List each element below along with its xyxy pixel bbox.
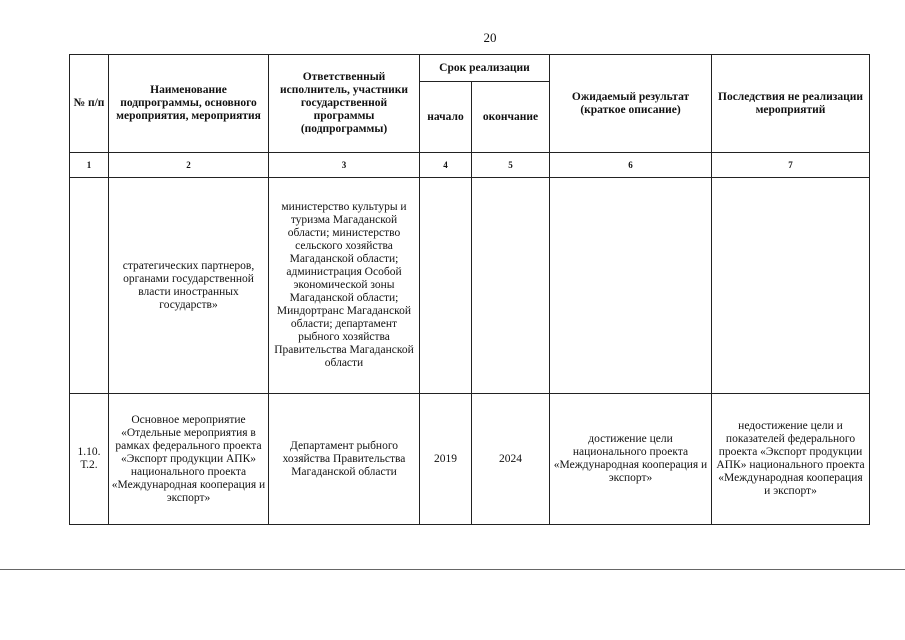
row-consequence: недостижение цели и показателей федерального проекта «Экспорт продукции АПК» национального проекта «Международная кооперация и экспорт» bbox=[712, 394, 870, 525]
row-result: достижение цели национального проекта «Международная кооперация и экспорт» bbox=[550, 394, 712, 525]
header-name: Наименование подпрограммы, основного мероприятия, мероприятия bbox=[109, 55, 269, 153]
column-number: 3 bbox=[269, 153, 420, 178]
page-number: 20 bbox=[483, 30, 497, 45]
column-number: 7 bbox=[712, 153, 870, 178]
row-name: стратегических партнеров, органами государственной власти иностранных государств» bbox=[109, 178, 269, 394]
row-num: 1.10. Т.2. bbox=[70, 394, 109, 525]
row-executor: Департамент рыбного хозяйства Правительства Магаданской области bbox=[269, 394, 420, 525]
column-number: 6 bbox=[550, 153, 712, 178]
header-term: Срок реализации bbox=[420, 55, 550, 82]
header-num: № п/п bbox=[70, 55, 109, 153]
column-number: 4 bbox=[420, 153, 472, 178]
row-end bbox=[472, 178, 550, 394]
header-start: начало bbox=[420, 82, 472, 153]
row-start: 2019 bbox=[420, 394, 472, 525]
header-result: Ожидаемый результат (краткое описание) bbox=[550, 55, 712, 153]
table-row bbox=[70, 178, 870, 394]
page-edge-line bbox=[0, 569, 905, 570]
row-consequence bbox=[712, 178, 870, 394]
column-number: 5 bbox=[472, 153, 550, 178]
column-number: 1 bbox=[70, 153, 109, 178]
row-num bbox=[70, 178, 109, 394]
row-end: 2024 bbox=[472, 394, 550, 525]
column-number: 2 bbox=[109, 153, 269, 178]
row-result bbox=[550, 178, 712, 394]
row-name: Основное мероприятие «Отдельные мероприятия в рамках федерального проекта «Экспорт продукции АПК» национального проекта «Международная кооперация и экспорт» bbox=[109, 394, 269, 525]
program-table bbox=[69, 54, 870, 525]
header-executor: Ответственный исполнитель, участники государственной программы (подпрограммы) bbox=[269, 55, 420, 153]
row-start bbox=[420, 178, 472, 394]
table-row bbox=[70, 394, 870, 525]
column-number-row bbox=[70, 153, 870, 178]
header-end: окончание bbox=[472, 82, 550, 153]
row-executor: министерство культуры и туризма Магаданской области; министерство сельского хозяйства Магаданской области; администрация Особой экономической зоны Магаданской области; Миндортранс Магаданской области; департамент рыбного хозяйства Правительства Магаданской области bbox=[269, 178, 420, 394]
header-consequence: Последствия не реализации мероприятий bbox=[712, 55, 870, 153]
